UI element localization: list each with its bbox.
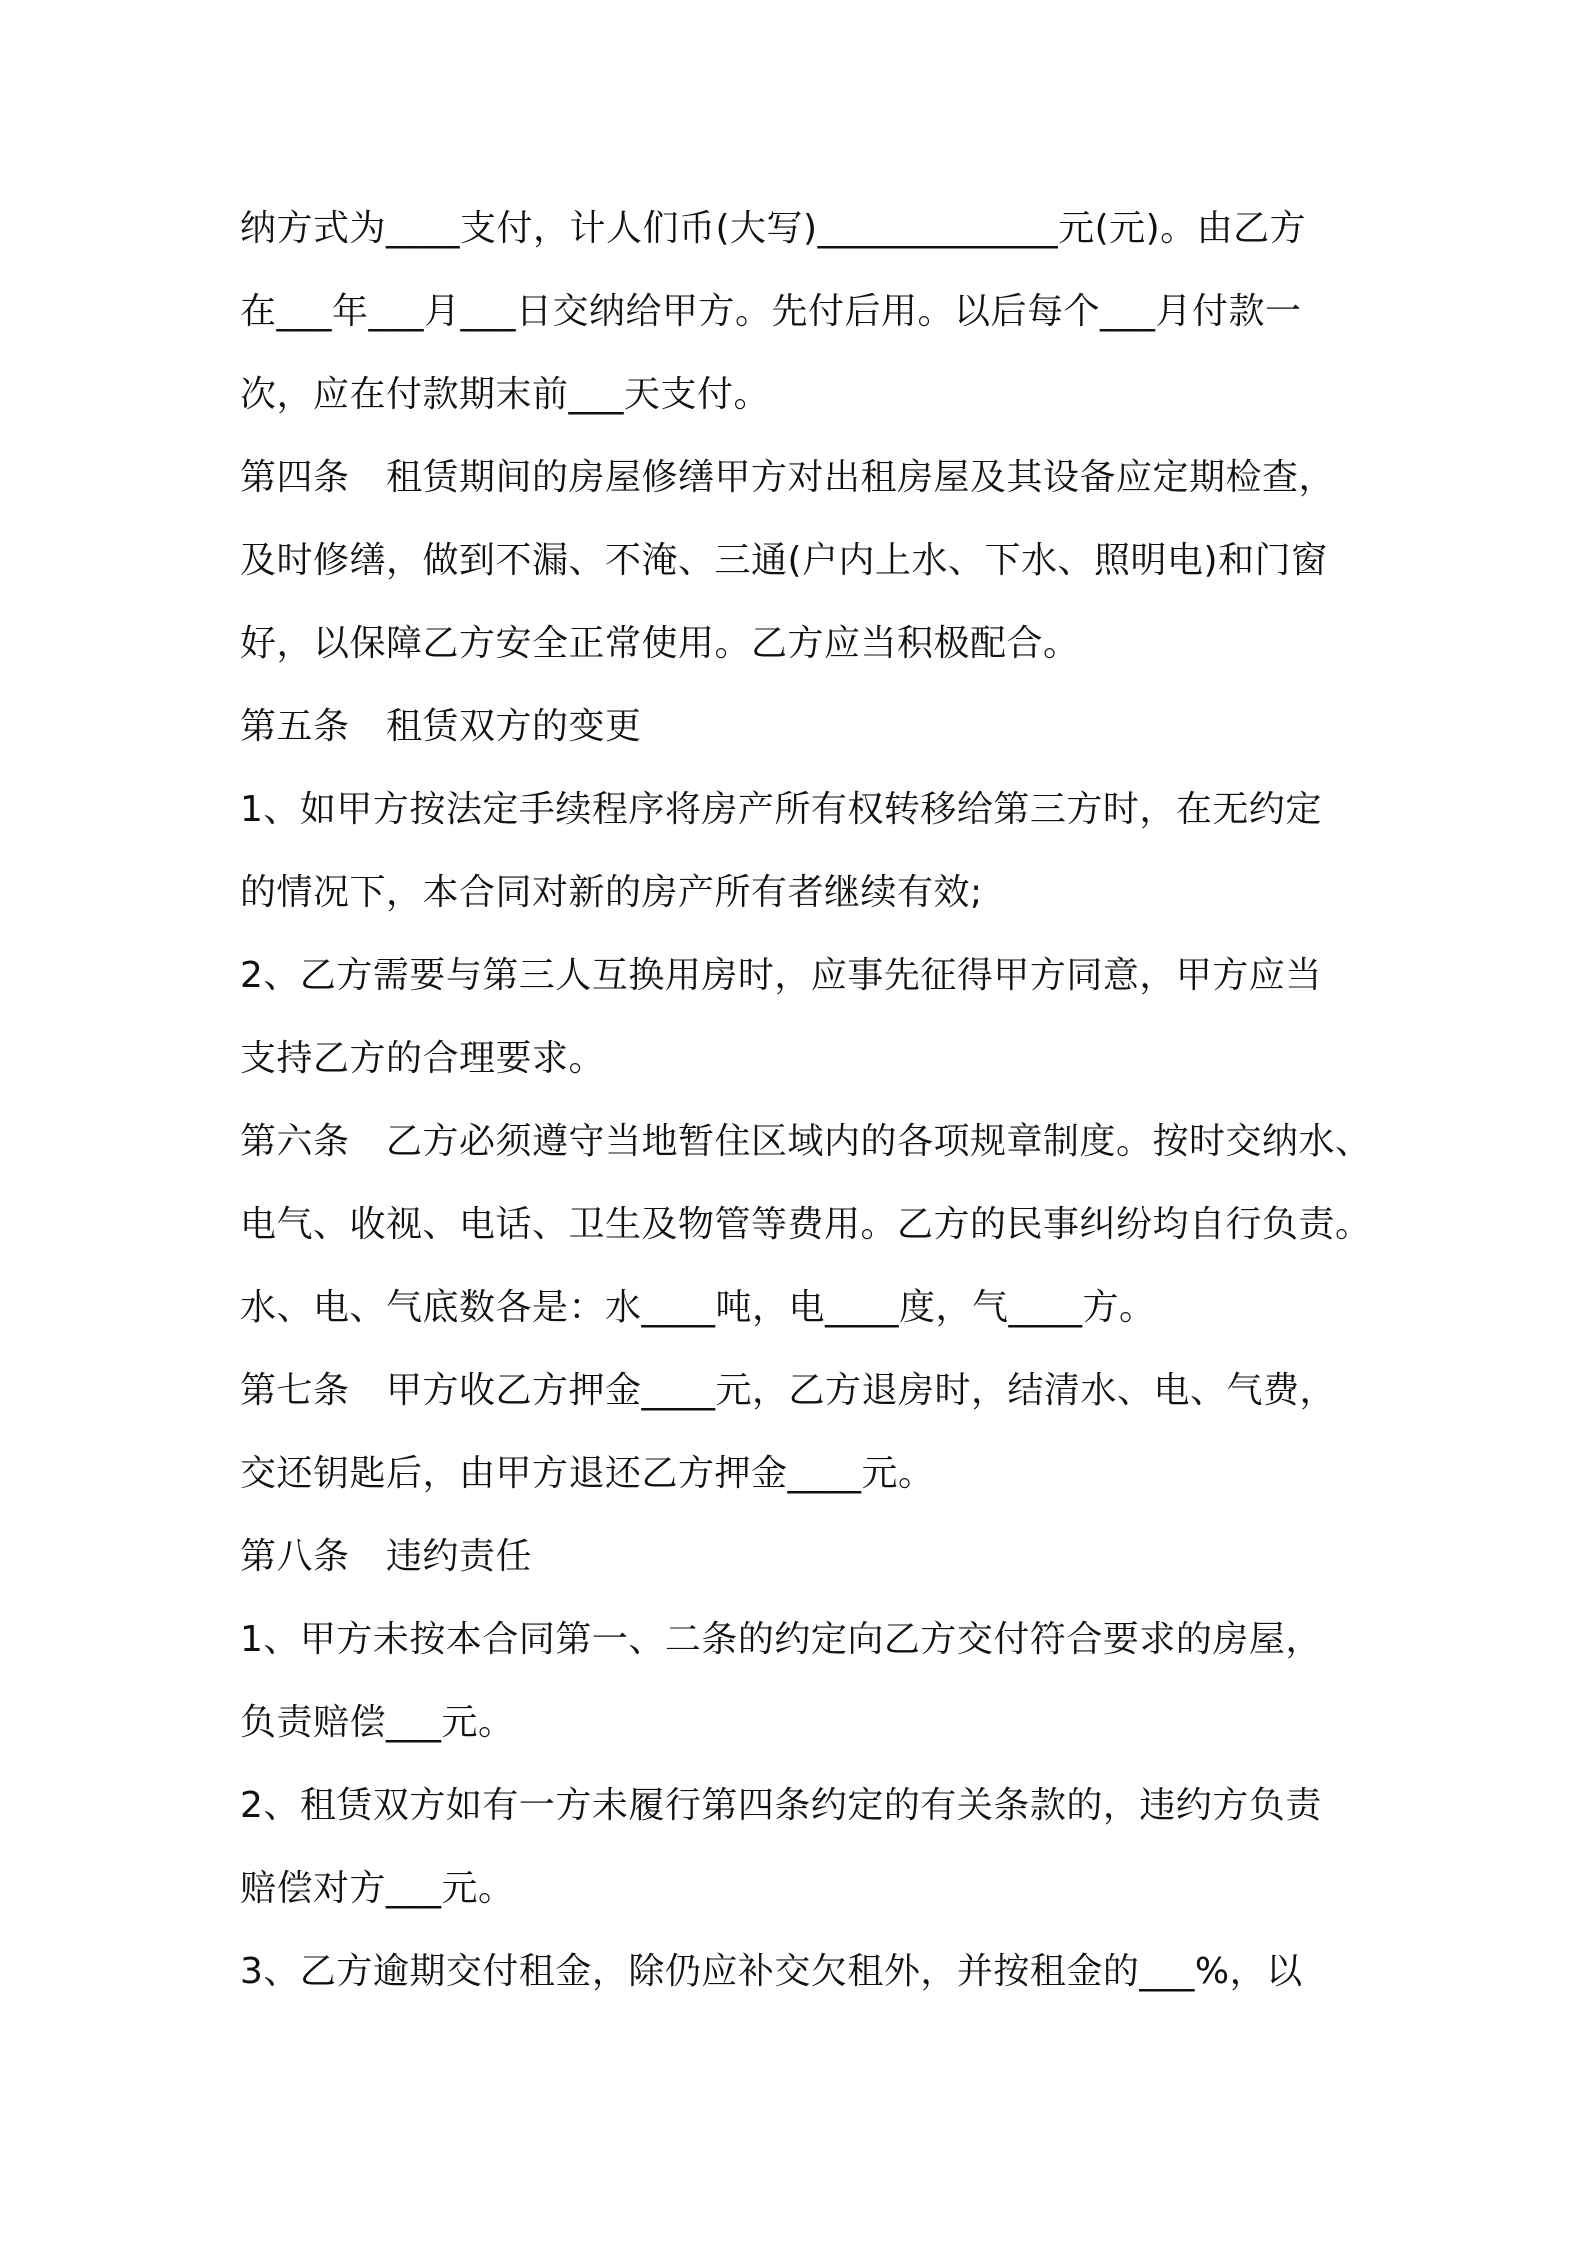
text-line: 在___年___月___日交纳给甲方。先付后用。以后每个___月付款一 (240, 291, 1302, 332)
text-line: 2、乙方需要与第三人互换用房时，应事先征得甲方同意，甲方应当 (240, 955, 1322, 996)
text-line: 及时修缮，做到不漏、不淹、三通(户内上水、下水、照明电)和门窗 (240, 540, 1328, 581)
text-line: 1、甲方未按本合同第一、二条的约定向乙方交付符合要求的房屋， (240, 1619, 1322, 1660)
article-8-heading: 第八条 违约责任 (240, 1536, 533, 1577)
text-line: 的情况下，本合同对新的房产所有者继续有效; (240, 872, 983, 913)
text-line: 负责赔偿___元。 (240, 1702, 515, 1743)
article-5-heading: 第五条 租赁双方的变更 (240, 706, 642, 747)
article-4-heading: 第四条 租赁期间的房屋修缮甲方对出租房屋及其设备应定期检查， (240, 457, 1336, 498)
text-line: 1、如甲方按法定手续程序将房产所有权转移给第三方时，在无约定 (240, 789, 1322, 830)
article-7-heading: 第七条 甲方收乙方押金____元，乙方退房时，结清水、电、气费， (240, 1370, 1337, 1411)
text-line: 好，以保障乙方安全正常使用。乙方应当积极配合。 (240, 623, 1080, 664)
text-line: 支持乙方的合理要求。 (240, 1038, 606, 1079)
document-body (240, 198, 1370, 2024)
text-line: 水、电、气底数各是：水____吨，电____度，气____方。 (240, 1287, 1156, 1328)
text-line: 赔偿对方___元。 (240, 1868, 515, 1909)
text-line: 次，应在付款期末前___天支付。 (240, 374, 771, 415)
text-line: 纳方式为____支付，计人们币(大写)_____________元(元)。由乙方 (240, 208, 1307, 249)
text-line: 电气、收视、电话、卫生及物管等费用。乙方的民事纠纷均自行负责。 (240, 1204, 1372, 1245)
text-line: 2、租赁双方如有一方未履行第四条约定的有关条款的，违约方负责 (240, 1785, 1322, 1826)
text-line: 3、乙方逾期交付租金，除仍应补交欠租外，并按租金的___%，以 (240, 1951, 1303, 1992)
article-6-heading: 第六条 乙方必须遵守当地暂住区域内的各项规章制度。按时交纳水、 (240, 1121, 1372, 1162)
text-line: 交还钥匙后，由甲方退还乙方押金____元。 (240, 1453, 935, 1494)
